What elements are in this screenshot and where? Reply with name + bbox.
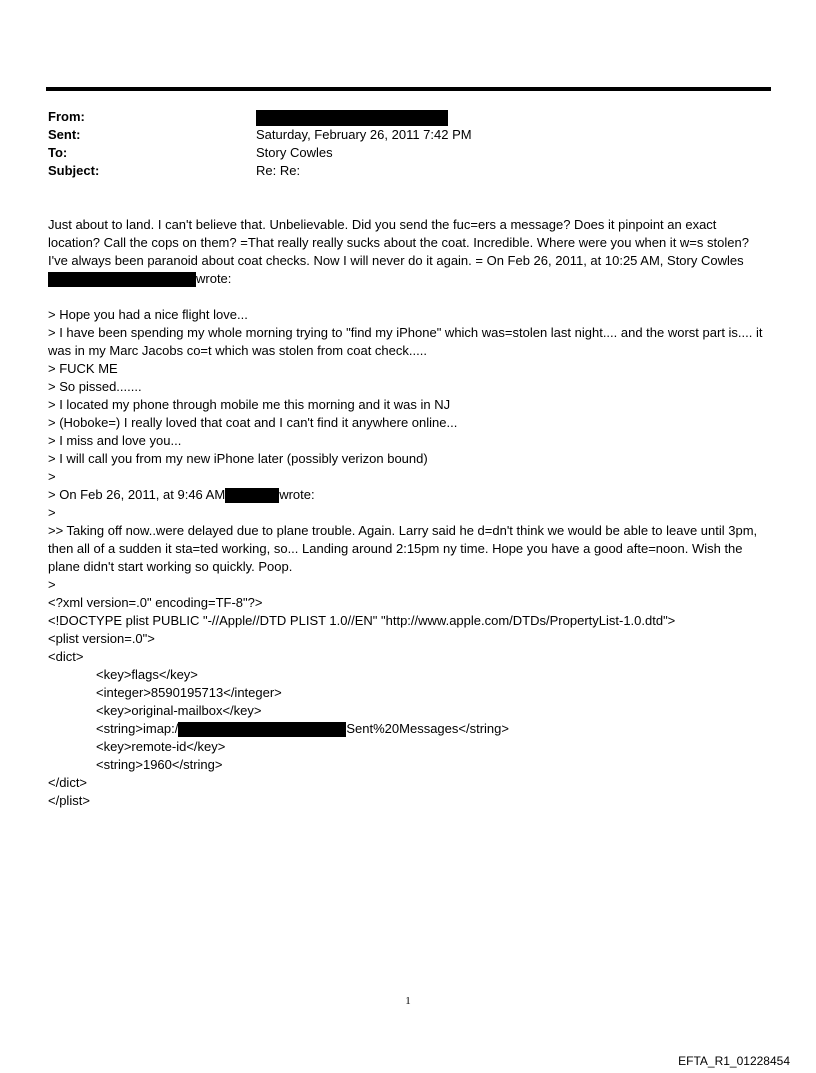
xml-line: </dict> xyxy=(48,775,88,790)
email-body xyxy=(48,216,770,810)
xml-line: <plist version=.0"> xyxy=(48,631,155,646)
redaction xyxy=(48,272,196,287)
quoted-line: > I miss and love you... xyxy=(48,433,182,448)
xml-line: <key>remote-id</key> xyxy=(96,739,226,754)
xml-line: <integer>8590195713</integer> xyxy=(96,685,282,700)
to-value: Story Cowles xyxy=(256,145,333,160)
redaction xyxy=(225,488,279,503)
reply-paragraph: I've always been paranoid about coat checks. Now I will never do it again. = On Feb 26, 2011, at 10:25 AM, Story Cowles xyxy=(48,253,744,268)
quoted-attribution: > On Feb 26, 2011, at 9:46 AM wrote: xyxy=(48,487,315,502)
quoted-line: > xyxy=(48,505,56,520)
reply-attribution xyxy=(48,270,770,288)
subject-value: Re: Re: xyxy=(256,163,301,178)
sent-label: Sent: xyxy=(48,127,81,142)
xml-line: <string>1960</string> xyxy=(96,757,223,772)
from-redaction xyxy=(256,108,448,126)
sent-value: Saturday, February 26, 2011 7:42 PM xyxy=(256,127,472,142)
quoted-line: >> Taking off now..were delayed due to plane trouble. Again. Larry said he d=dn't think we would be able to leave until 3pm, then all of a sudden it sta=ted working, so... Landing around 2:15pm ny time. Hope you have a good afte=noon. Wish the plane didn't start working so quickly. Poop. xyxy=(48,523,758,574)
quoted-line: > xyxy=(48,577,56,592)
xml-line: <?xml version=.0" encoding=TF-8"?> xyxy=(48,595,263,610)
quoted-line: > xyxy=(48,469,56,484)
header-rule xyxy=(46,87,771,91)
redaction xyxy=(178,722,346,737)
reply-paragraph: Just about to land. I can't believe that. Unbelievable. Did you send the fuc=ers a message? Does it pinpoint an exact location? Call the cops on them? =That really really sucks about the coat. Incredible. Where were you when it w=s stolen? xyxy=(48,217,749,250)
xml-line: <!DOCTYPE plist PUBLIC "-//Apple//DTD PLIST 1.0//EN" "http://www.apple.com/DTDs/PropertyList-1.0.dtd"> xyxy=(48,613,676,628)
quoted-line: > Hope you had a nice flight love... xyxy=(48,307,248,322)
document-id: EFTA_R1_01228454 xyxy=(678,1054,790,1068)
quoted-line: > (Hoboke=) I really loved that coat and I can't find it anywhere online... xyxy=(48,415,458,430)
page-number: 1 xyxy=(405,995,411,1007)
xml-line: <key>original-mailbox</key> xyxy=(96,703,262,718)
quoted-line: > FUCK ME xyxy=(48,361,118,376)
quoted-line: > I will call you from my new iPhone later (possibly verizon bound) xyxy=(48,451,428,466)
quoted-line: > I have been spending my whole morning trying to "find my iPhone" which was=stolen last night.... and the worst part is.... it was in my Marc Jacobs co=t which was stolen from coat check..... xyxy=(48,325,763,358)
xml-line: <string>imap:/ Sent%20Messages</string> xyxy=(96,721,509,736)
xml-line: <key>flags</key> xyxy=(96,667,198,682)
xml-line: </plist> xyxy=(48,793,90,808)
subject-label: Subject: xyxy=(48,163,100,178)
quoted-line: > So pissed....... xyxy=(48,379,142,394)
to-label: To: xyxy=(48,145,68,160)
from-label: From: xyxy=(48,109,85,124)
wrote-text: wrote: xyxy=(196,271,232,286)
xml-line: <dict> xyxy=(48,649,84,664)
quoted-line: > I located my phone through mobile me this morning and it was in NJ xyxy=(48,397,451,412)
